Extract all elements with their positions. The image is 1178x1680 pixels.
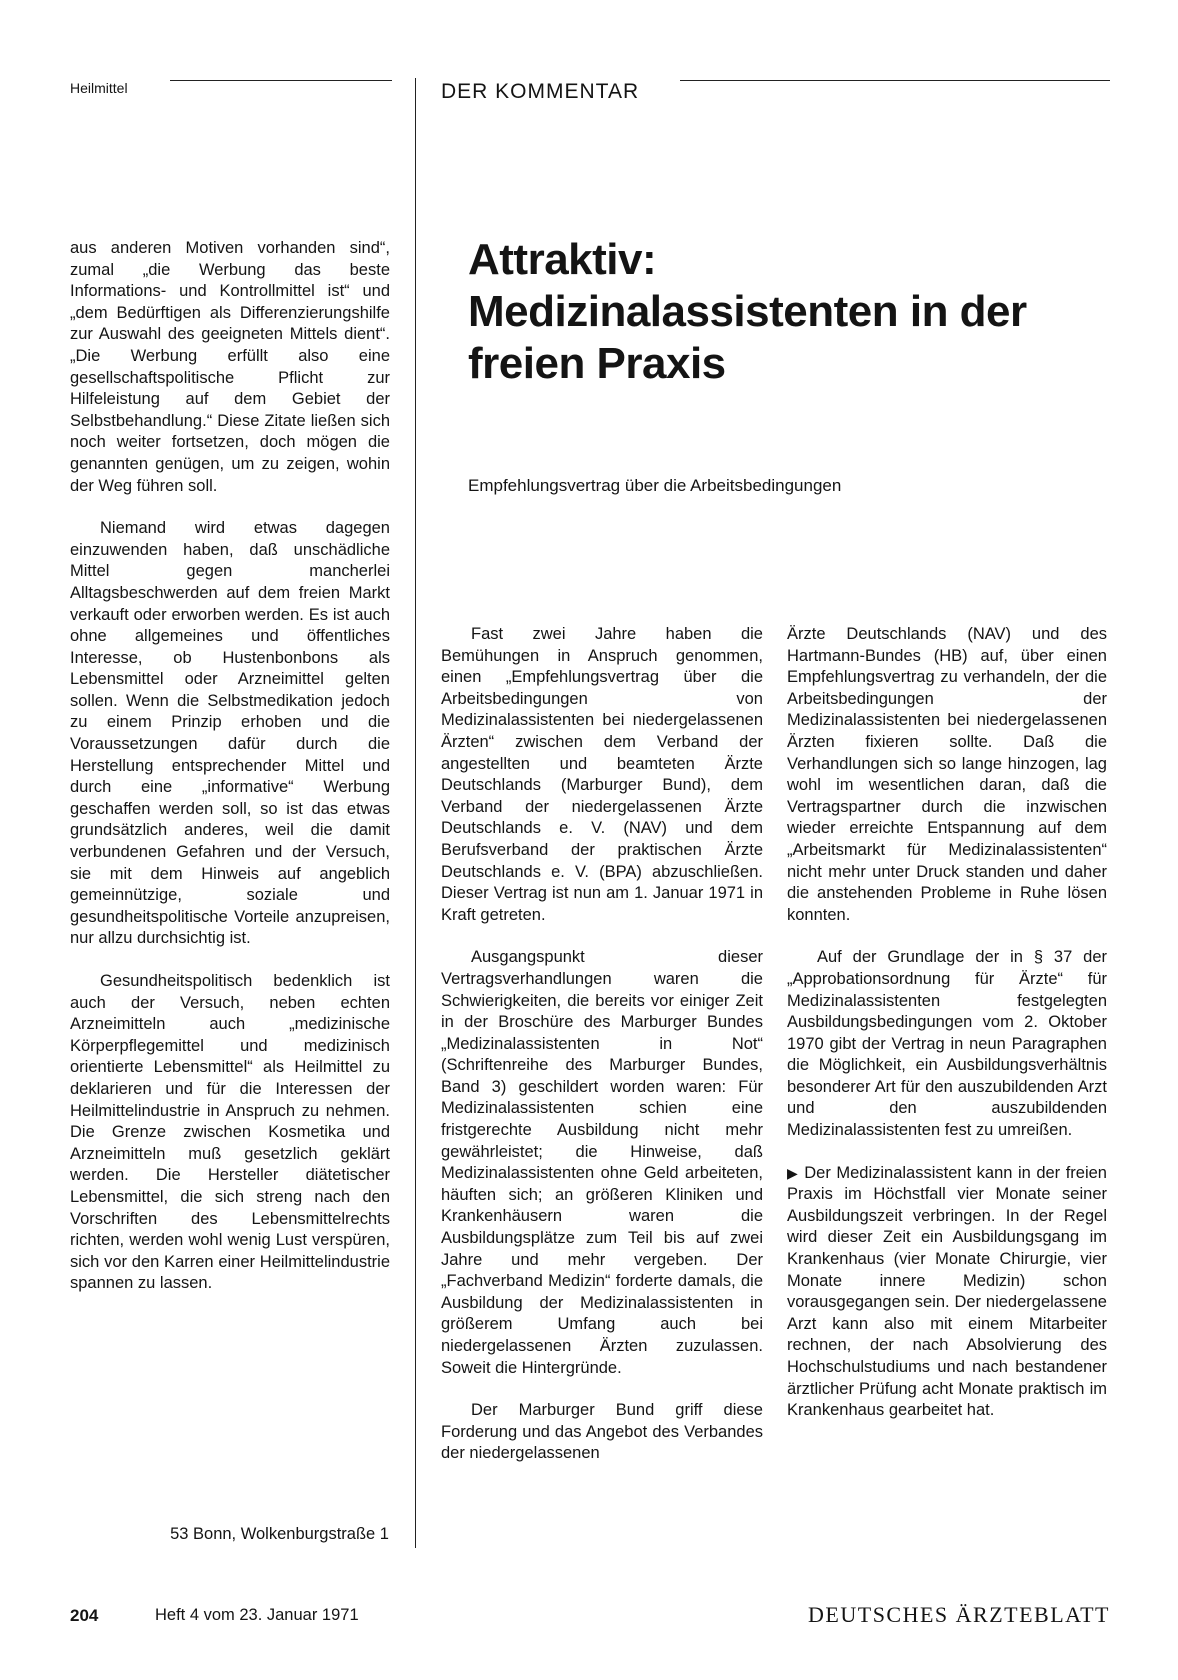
right-column: [787, 624, 1107, 1443]
middle-column: [441, 624, 763, 1486]
column-divider: [415, 78, 416, 1548]
article-subtitle: Empfehlungsvertrag über die Arbeitsbedingungen: [468, 476, 842, 495]
page-number: 204: [70, 1606, 99, 1625]
left-paragraph-3: Gesundheitspolitisch bedenklich ist auch der Versuch, neben echten Arzneimitteln auch „medizinische Körperpflegemittel und medizinisch orientierte Lebensmittel“ als Heilmittel zu deklarieren und für die Interessen der Heilmittelindustrie in Anspruch zu nehmen. Die Grenze zwischen Kosmetika und Arzneimitteln muß gesetzlich geklärt werden. Die Hersteller diätetischer Lebensmittel, die sich streng nach den Vorschriften des Lebensmittelrechts richten, werden wohl wenig Lust verspüren, sich vor den Karren einer Heilmittelindustrie spannen zu lassen.: [70, 972, 390, 1293]
column-label: DER KOMMENTAR: [441, 80, 640, 103]
left-paragraph-1: aus anderen Motiven vorhanden sind“, zumal „die Werbung das beste Informations- und Kontrollmittel ist“ und „dem Bedürftigen als Differenzierungshilfe zur Auswahl des geeigneten Mittels dient“. „Die Werbung erfüllt also eine gesellschaftspolitische Pflicht zur Hilfeleistung auf dem Gebiet der Selbstbehandlung.“ Diese Zitate ließen sich noch weiter fortsetzen, doch mögen die genannten genügen, um zu zeigen, wohin der Weg führen soll.: [70, 239, 390, 495]
title-line-2: Medizinalassistenten in der: [468, 287, 1027, 336]
title-line-1: Attraktiv:: [468, 235, 657, 284]
header-rule-left: [170, 80, 392, 81]
right-paragraph-1: Ärzte Deutschlands (NAV) und des Hartmann-Bundes (HB) auf, über einen Empfehlungsvertrag zu verhandeln, der die Arbeitsbedingungen der Medizinalassistenten bei niedergelassenen Ärzten fixieren sollte. Daß die Verhandlungen sich so lange hinzogen, lag wohl im wesentlichen daran, daß die Vertragspartner durch die inzwischen wieder erreichte Entspannung auf dem „Arbeitsmarkt für Medizinalassistenten“ nicht mehr unter Druck standen und daher die anstehenden Probleme in Ruhe lösen konnten.: [787, 625, 1107, 924]
header-rule-right: [680, 80, 1110, 81]
article-title: [468, 234, 1118, 390]
section-label: Heilmittel: [70, 80, 128, 96]
title-line-3: freien Praxis: [468, 339, 726, 388]
author-address: 53 Bonn, Wolkenburgstraße 1: [170, 1525, 389, 1543]
right-paragraph-3: [787, 1163, 1107, 1422]
left-paragraph-2: Niemand wird etwas dagegen einzuwenden haben, daß unschädliche Mittel gegen mancherlei Alltagsbeschwerden auf dem freien Markt verkauft oder erworben werden. Es ist auch ohne allgemeines und öffentliches Interesse, ob Hustenbonbons als Lebensmittel oder Arzneimittel gelten sollen. Wenn die Selbstmedikation jedoch zu einem Prinzip erhoben und die Voraussetzungen dafür durch die Herstellung entsprechender Mittel und durch eine „informative“ Werbung geschaffen werden soll, so ist das etwas grundsätzlich anderes, weil die damit verbundenen Gefahren und der Versuch, sie mit dem Hinweis auf angeblich gemeinnützige, soziale und gesundheitspolitische Vorteile anzupreisen, nur allzu durchsichtig ist.: [70, 519, 390, 948]
right-paragraph-2: Auf der Grundlage der in § 37 der „Approbationsordnung für Ärzte“ für Medizinalassistenten festgelegten Ausbildungsbedingungen vom 2. Oktober 1970 gibt der Vertrag in neun Paragraphen die Möglichkeit, ein Ausbildungsverhältnis besonderer Art für den auszubildenden Arzt und den auszubildenden Medizinalassistenten fest zu umreißen.: [787, 948, 1107, 1140]
bullet-triangle-icon: ▶: [787, 1164, 799, 1181]
right-paragraph-3-text: Der Medizinalassistent kann in der freien Praxis im Höchstfall vier Monate seiner Ausbildungszeit verbringen. In der Regel wird dieser Zeit ein Ausbildungsgang im Krankenhaus (vier Monate Chirurgie, vier Monate innere Medizin) schon vorausgegangen sein. Der niedergelassene Arzt kann also mit einem Mitarbeiter rechnen, der nach Absolvierung des Hochschulstudiums und nach bestandener ärztlicher Prüfung acht Monate praktisch im Krankenhaus gearbeitet hat.: [787, 1163, 1107, 1420]
middle-paragraph-1: Fast zwei Jahre haben die Bemühungen in Anspruch genommen, einen „Empfehlungsvertrag über die Arbeitsbedingungen von Medizinalassistenten bei niedergelassenen Ärzten“ zwischen dem Verband der angestellten und beamteten Ärzte Deutschlands (Marburger Bund), dem Verband der niedergelassenen Ärzte Deutschlands e. V. (NAV) und dem Berufsverband der praktischen Ärzte Deutschlands e. V. (BPA) abzuschließen. Dieser Vertrag ist nun am 1. Januar 1971 in Kraft getreten.: [441, 625, 763, 924]
left-column: [70, 238, 390, 1316]
journal-name: DEUTSCHES ÄRZTEBLATT: [808, 1602, 1110, 1627]
middle-paragraph-3: Der Marburger Bund griff diese Forderung und das Angebot des Verbandes der niedergelassenen: [441, 1401, 763, 1463]
issue-info: Heft 4 vom 23. Januar 1971: [155, 1606, 359, 1624]
middle-paragraph-2: Ausgangspunkt dieser Vertragsverhandlungen waren die Schwierigkeiten, die bereits vor einiger Zeit in der Broschüre des Marburger Bundes „Medizinalassistenten in Not“ (Schriftenreihe des Marburger Bundes, Band 3) geschildert worden waren: Für Medizinalassistenten schien eine fristgerechte Ausbildung nicht mehr gewährleistet; die Hinweise, daß Medizinalassistenten ohne Geld arbeiteten, häuften sich; an größeren Kliniken und Krankenhäusern waren die Ausbildungsplätze zum Teil bis auf zwei Jahre und mehr vergeben. Der „Fachverband Medizin“ forderte damals, die Ausbildung der Medizinalassistenten in größerem Umfang auch bei niedergelassenen Ärzten zuzulassen. Soweit die Hintergründe.: [441, 948, 763, 1377]
